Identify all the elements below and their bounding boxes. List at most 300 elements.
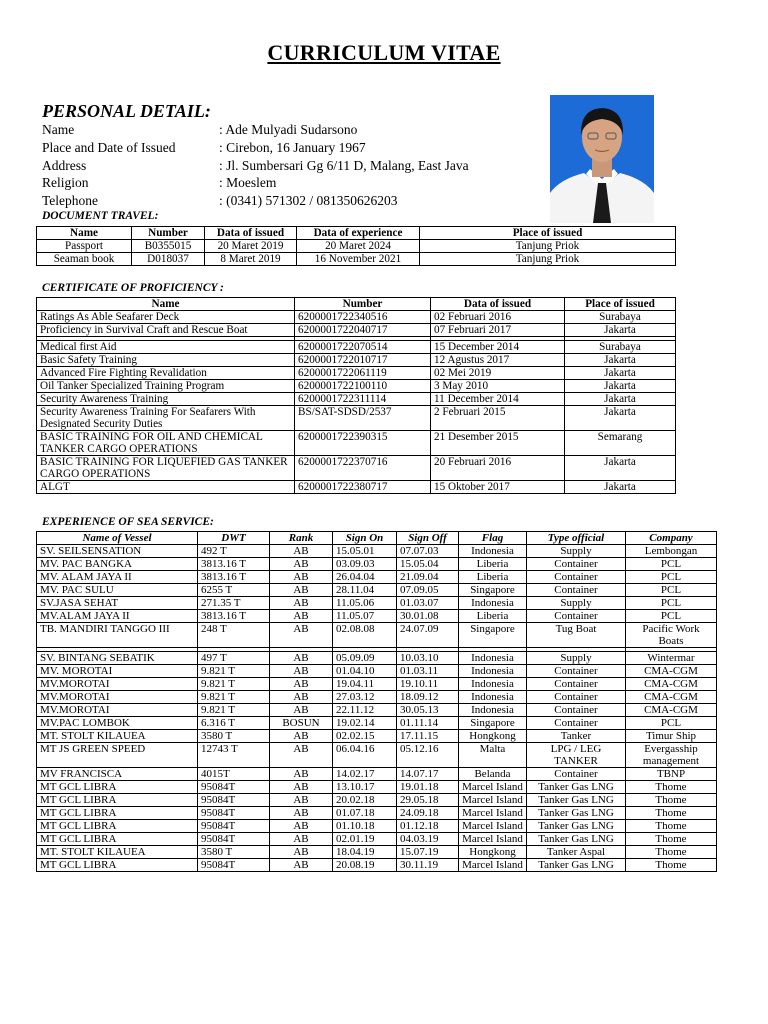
table-cell: 3813.16 T [198,558,270,571]
table-cell: Semarang [565,431,676,456]
column-header: Sign On [333,532,397,545]
table-cell: MV. ALAM JAYA II [37,571,198,584]
table-cell: Marcel Island [459,859,527,872]
table-cell: Security Awareness Training [37,393,295,406]
table-cell: Basic Safety Training [37,354,295,367]
table-cell: Container [527,610,626,623]
table-cell: AB [270,833,333,846]
table-cell: 18.04.19 [333,846,397,859]
table-row [37,717,717,730]
table-cell: 01.11.14 [397,717,459,730]
table-cell: 01.04.10 [333,665,397,678]
table-row [37,406,676,431]
table-cell: Pacific Work Boats [626,623,717,648]
personal-row-birth [42,139,469,157]
table-row [37,807,717,820]
table-row [37,846,717,859]
table-cell: 12743 T [198,743,270,768]
table-cell: Hongkong [459,730,527,743]
personal-value: : (0341) 571302 / 081350626203 [219,193,398,209]
table-cell: MT GCL LIBRA [37,794,198,807]
table-cell: Liberia [459,610,527,623]
table-cell: 02.01.19 [333,833,397,846]
table-cell: 19.01.18 [397,781,459,794]
table-cell: CMA-CGM [626,691,717,704]
table-cell: 9.821 T [198,678,270,691]
table-cell: 9.821 T [198,665,270,678]
table-cell: MV.PAC LOMBOK [37,717,198,730]
table-cell: AB [270,610,333,623]
table-cell: BOSUN [270,717,333,730]
table-cell: Proficiency in Survival Craft and Rescue Boat [37,324,295,337]
table-cell: 6200001722340516 [295,311,431,324]
table-cell: 19.10.11 [397,678,459,691]
table-cell: AB [270,558,333,571]
table-cell: 21 Desember 2015 [431,431,565,456]
table-row [37,768,717,781]
table-cell: AB [270,794,333,807]
table-cell: Indonesia [459,678,527,691]
table-cell: PCL [626,610,717,623]
table-header-row [37,227,676,240]
column-header: Number [295,298,431,311]
table-cell: 20 Maret 2019 [205,240,297,253]
table-cell: 15 Oktober 2017 [431,481,565,494]
table-cell: 6200001722380717 [295,481,431,494]
experience-heading: EXPERIENCE OF SEA SERVICE: [42,516,214,528]
table-cell: MV.MOROTAI [37,678,198,691]
table-cell: 04.03.19 [397,833,459,846]
table-row [37,341,676,354]
table-cell: Supply [527,652,626,665]
table-header-row [37,298,676,311]
personal-row-address [42,157,469,175]
table-cell: 02 Mei 2019 [431,367,565,380]
table-cell: AB [270,665,333,678]
table-cell: 497 T [198,652,270,665]
column-header: Place of issued [565,298,676,311]
table-row [37,324,676,337]
table-cell: 9.821 T [198,704,270,717]
table-cell: BASIC TRAINING FOR LIQUEFIED GAS TANKER CARGO OPERATIONS [37,456,295,481]
table-row [37,545,717,558]
table-row [37,240,676,253]
table-cell: PCL [626,717,717,730]
table-cell: 6255 T [198,584,270,597]
table-cell: Advanced Fire Fighting Revalidation [37,367,295,380]
table-cell: 492 T [198,545,270,558]
table-cell: 6200001722040717 [295,324,431,337]
table-cell: 20.02.18 [333,794,397,807]
table-cell: MT GCL LIBRA [37,859,198,872]
table-row [37,730,717,743]
table-cell: 14.02.17 [333,768,397,781]
table-cell: Indonesia [459,665,527,678]
table-row [37,456,676,481]
table-cell: 01.07.18 [333,807,397,820]
table-cell: CMA-CGM [626,704,717,717]
table-cell: Jakarta [565,367,676,380]
table-cell: Container [527,584,626,597]
table-cell: 20 Maret 2024 [297,240,420,253]
table-cell: D018037 [132,253,205,266]
table-cell: SV.JASA SEHAT [37,597,198,610]
table-cell: Container [527,717,626,730]
personal-detail-heading: PERSONAL DETAIL: [42,101,211,121]
column-header: Type official [527,532,626,545]
table-row [37,833,717,846]
table-cell: 95084T [198,820,270,833]
table-cell: Tanker Gas LNG [527,859,626,872]
personal-row-religion [42,174,469,192]
table-row [37,584,717,597]
table-cell: LPG / LEG TANKER [527,743,626,768]
table-cell: 95084T [198,807,270,820]
table-cell: Jakarta [565,393,676,406]
table-cell: MV.ALAM JAYA II [37,610,198,623]
certificate-table [36,297,676,494]
table-cell: Evergasship management [626,743,717,768]
table-cell: AB [270,652,333,665]
personal-value: : Ade Mulyadi Sudarsono [219,122,358,137]
table-cell: 19.02.14 [333,717,397,730]
table-cell: Indonesia [459,691,527,704]
table-cell: 6200001722070514 [295,341,431,354]
table-row [37,380,676,393]
personal-label: Place and Date of Issued [42,139,176,155]
table-row [37,665,717,678]
table-cell: Supply [527,597,626,610]
table-cell: Tanjung Priok [420,240,676,253]
table-cell: 07.07.03 [397,545,459,558]
table-cell: MT. STOLT KILAUEA [37,730,198,743]
table-cell: MV.MOROTAI [37,691,198,704]
table-cell: 6200001722370716 [295,456,431,481]
column-header: Flag [459,532,527,545]
table-cell: TB. MANDIRI TANGGO III [37,623,198,648]
table-cell: Oil Tanker Specialized Training Program [37,380,295,393]
experience-table [36,531,717,872]
table-cell: PCL [626,558,717,571]
table-cell: 01.03.07 [397,597,459,610]
table-cell: Thome [626,833,717,846]
table-cell: Tanker Gas LNG [527,794,626,807]
table-cell: Indonesia [459,597,527,610]
column-header: Place of issued [420,227,676,240]
table-cell: AB [270,820,333,833]
table-row [37,623,717,648]
table-row [37,481,676,494]
table-cell: Thome [626,807,717,820]
table-cell: Singapore [459,623,527,648]
table-cell: 6200001722061119 [295,367,431,380]
table-cell: AB [270,623,333,648]
table-cell: AB [270,859,333,872]
table-cell: 16 November 2021 [297,253,420,266]
table-cell: 12 Agustus 2017 [431,354,565,367]
table-cell: Tanker Gas LNG [527,820,626,833]
table-row [37,794,717,807]
table-cell: 17.11.15 [397,730,459,743]
table-cell: 15.05.01 [333,545,397,558]
column-header: Rank [270,532,333,545]
table-row [37,610,717,623]
table-cell: Liberia [459,558,527,571]
table-header-row [37,532,717,545]
table-cell: MT GCL LIBRA [37,820,198,833]
table-cell: 6200001722010717 [295,354,431,367]
table-cell: Passport [37,240,132,253]
certificate-body [37,311,676,494]
table-cell: 9.821 T [198,691,270,704]
table-cell: 06.04.16 [333,743,397,768]
table-cell: 2 Februari 2015 [431,406,565,431]
table-cell: PCL [626,597,717,610]
table-cell: 8 Maret 2019 [205,253,297,266]
table-row [37,859,717,872]
table-cell: 95084T [198,833,270,846]
table-cell: MT GCL LIBRA [37,781,198,794]
personal-value: : Cirebon, 16 January 1967 [219,139,366,155]
table-cell: 26.04.04 [333,571,397,584]
table-cell: Tanker Gas LNG [527,807,626,820]
table-cell: Container [527,665,626,678]
table-cell: 11.05.07 [333,610,397,623]
column-header: DWT [198,532,270,545]
table-cell: Marcel Island [459,807,527,820]
table-cell: Thome [626,846,717,859]
table-cell: 95084T [198,859,270,872]
table-cell: 02 Februari 2016 [431,311,565,324]
table-cell: MV FRANCISCA [37,768,198,781]
table-cell: 15.05.04 [397,558,459,571]
table-cell: Marcel Island [459,781,527,794]
personal-row-name [42,121,469,139]
table-row [37,597,717,610]
table-cell: Tanker Aspal [527,846,626,859]
document-travel-body [37,240,676,266]
table-cell: Wintermar [626,652,717,665]
personal-label: Address [42,157,87,173]
document-travel-table [36,226,676,266]
table-cell: 6200001722390315 [295,431,431,456]
table-cell: 271.35 T [198,597,270,610]
table-cell: BASIC TRAINING FOR OIL AND CHEMICAL TANKER CARGO OPERATIONS [37,431,295,456]
table-cell: Singapore [459,584,527,597]
table-cell: Jakarta [565,324,676,337]
table-cell: PCL [626,571,717,584]
table-cell: Container [527,571,626,584]
table-cell: Surabaya [565,311,676,324]
personal-label: Religion [42,175,89,191]
table-cell: 3580 T [198,846,270,859]
table-cell: 05.12.16 [397,743,459,768]
column-header: Sign Off [397,532,459,545]
table-cell: Indonesia [459,545,527,558]
table-row [37,781,717,794]
column-header: Number [132,227,205,240]
table-cell: 14.07.17 [397,768,459,781]
table-cell: AB [270,571,333,584]
table-cell: Marcel Island [459,820,527,833]
personal-value: : Jl. Sumbersari Gg 6/11 D, Malang, East Java [219,157,469,173]
table-cell: 05.09.09 [333,652,397,665]
column-header: Company [626,532,717,545]
table-row [37,743,717,768]
table-row [37,691,717,704]
table-cell: AB [270,545,333,558]
table-row [37,354,676,367]
table-cell: 15.07.19 [397,846,459,859]
table-cell: 18.09.12 [397,691,459,704]
table-cell: Malta [459,743,527,768]
personal-label: Telephone [42,193,99,209]
table-cell: Container [527,768,626,781]
table-cell: Medical first Aid [37,341,295,354]
table-cell: 3580 T [198,730,270,743]
table-cell: 27.03.12 [333,691,397,704]
table-cell: AB [270,597,333,610]
table-cell: Hongkong [459,846,527,859]
column-header: Name [37,298,295,311]
table-cell: Jakarta [565,456,676,481]
table-cell: PCL [626,584,717,597]
table-cell: 11.05.06 [333,597,397,610]
experience-body [37,545,717,872]
table-cell: SV. SEILSENSATION [37,545,198,558]
table-cell: 02.02.15 [333,730,397,743]
table-cell: Container [527,678,626,691]
table-cell: SV. BINTANG SEBATIK [37,652,198,665]
table-cell: MT JS GREEN SPEED [37,743,198,768]
table-cell: Belanda [459,768,527,781]
table-cell: Tanker Gas LNG [527,833,626,846]
table-cell: 20 Februari 2016 [431,456,565,481]
table-cell: Indonesia [459,704,527,717]
column-header: Name [37,227,132,240]
table-cell: 248 T [198,623,270,648]
table-cell: Thome [626,794,717,807]
table-cell: 24.07.09 [397,623,459,648]
table-cell: Jakarta [565,354,676,367]
table-row [37,558,717,571]
table-cell: 01.12.18 [397,820,459,833]
table-cell: 30.11.19 [397,859,459,872]
table-cell: AB [270,768,333,781]
table-cell: Singapore [459,717,527,730]
table-cell: 95084T [198,781,270,794]
table-cell: 4015T [198,768,270,781]
table-cell: AB [270,743,333,768]
column-header: Data of issued [431,298,565,311]
table-cell: 01.10.18 [333,820,397,833]
table-cell: 6200001722311114 [295,393,431,406]
table-cell: AB [270,781,333,794]
table-cell: Container [527,691,626,704]
table-row [37,652,717,665]
table-cell: 10.03.10 [397,652,459,665]
table-cell: AB [270,846,333,859]
table-cell: 21.09.04 [397,571,459,584]
table-cell: TBNP [626,768,717,781]
personal-detail-list [42,121,469,210]
table-cell: Thome [626,820,717,833]
table-row [37,367,676,380]
table-cell: Jakarta [565,406,676,431]
table-cell: 02.08.08 [333,623,397,648]
personal-value: : Moeslem [219,175,277,191]
table-row [37,393,676,406]
table-cell: Surabaya [565,341,676,354]
table-cell: 22.11.12 [333,704,397,717]
column-header: Data of experience [297,227,420,240]
table-cell: MT GCL LIBRA [37,807,198,820]
table-cell: AB [270,807,333,820]
table-cell: Timur Ship [626,730,717,743]
table-cell: Liberia [459,571,527,584]
table-cell: AB [270,730,333,743]
table-cell: AB [270,704,333,717]
table-cell: Marcel Island [459,794,527,807]
table-cell: MV. PAC SULU [37,584,198,597]
table-cell: Tanker [527,730,626,743]
table-cell: 30.05.13 [397,704,459,717]
table-cell: Security Awareness Training For Seafarers With Designated Security Duties [37,406,295,431]
table-cell: Tanjung Priok [420,253,676,266]
table-cell: 19.04.11 [333,678,397,691]
table-cell: Container [527,704,626,717]
table-cell: CMA-CGM [626,678,717,691]
table-cell: 01.03.11 [397,665,459,678]
table-cell: 29.05.18 [397,794,459,807]
table-cell: ALGT [37,481,295,494]
table-cell: MV.MOROTAI [37,704,198,717]
table-cell: B0355015 [132,240,205,253]
table-cell: 3813.16 T [198,610,270,623]
table-row [37,820,717,833]
table-cell: 3813.16 T [198,571,270,584]
table-cell: Seaman book [37,253,132,266]
document-title: CURRICULUM VITAE [267,40,501,65]
profile-photo [550,95,654,223]
table-cell: 30.01.08 [397,610,459,623]
table-cell: 28.11.04 [333,584,397,597]
table-row [37,311,676,324]
certificate-heading: CERTIFICATE OF PROFICIENCY : [42,282,224,294]
personal-label: Name [42,122,75,137]
table-row [37,704,717,717]
table-cell: CMA-CGM [626,665,717,678]
table-cell: BS/SAT-SDSD/2537 [295,406,431,431]
table-cell: Container [527,558,626,571]
table-cell: Jakarta [565,380,676,393]
table-cell: AB [270,678,333,691]
table-cell: 6.316 T [198,717,270,730]
table-cell: 20.08.19 [333,859,397,872]
table-cell: Thome [626,781,717,794]
table-cell: 3 May 2010 [431,380,565,393]
table-cell: MV. PAC BANGKA [37,558,198,571]
table-cell: 13.10.17 [333,781,397,794]
table-cell: Tanker Gas LNG [527,781,626,794]
table-row [37,253,676,266]
document-travel-heading: DOCUMENT TRAVEL: [42,210,159,222]
personal-row-telephone [42,192,469,210]
table-cell: 07.09.05 [397,584,459,597]
table-cell: MV. MOROTAI [37,665,198,678]
table-cell: Supply [527,545,626,558]
table-cell: 24.09.18 [397,807,459,820]
